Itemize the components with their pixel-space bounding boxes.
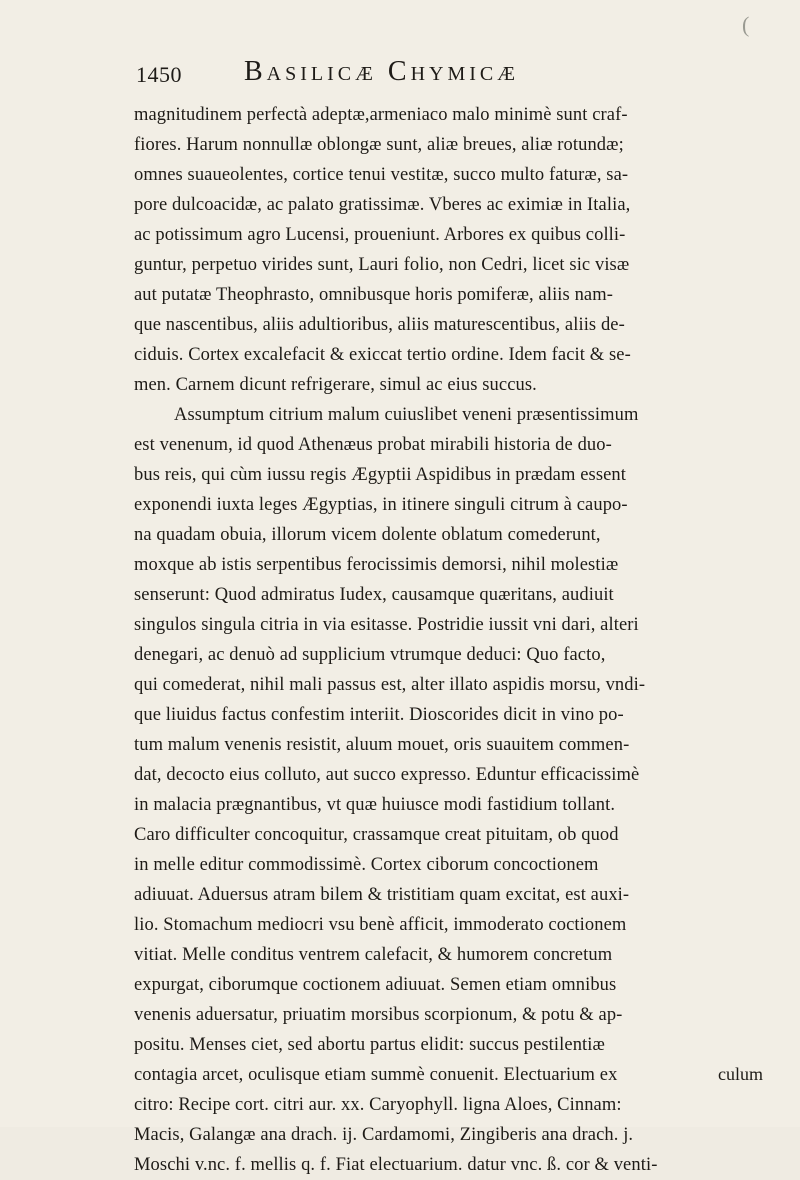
text-line: Assumptum citrium malum cuiuslibet veneni præsentissimum <box>174 405 639 425</box>
text-line: guntur, perpetuo virides sunt, Lauri folio, non Cedri, licet sic visæ <box>134 255 630 275</box>
text-line: pore dulcoacidæ, ac palato gratissimæ. Vberes ac eximiæ in Italia, <box>134 195 631 215</box>
text-line: men. Carnem dicunt refrigerare, simul ac eius succus. <box>134 375 537 395</box>
text-line: Caro difficulter concoquitur, crassamque creat pituitam, ob quod <box>134 825 619 845</box>
page-header <box>136 56 776 92</box>
text-line: singulos singula citria in via esitasse. Postridie iussit vni dari, alteri <box>134 615 639 635</box>
text-line: denegari, ac denuò ad supplicium vtrumque deduci: Quo facto, <box>134 645 606 665</box>
text-line: vitiat. Melle conditus ventrem calefacit, & humorem concretum <box>134 945 613 965</box>
text-line: exponendi iuxta leges Ægyptias, in itinere singuli citrum à caupo- <box>134 495 628 515</box>
text-line: in melle editur commodissimè. Cortex ciborum concoctionem <box>134 855 599 875</box>
text-line: est venenum, id quod Athenæus probat mirabili historia de duo- <box>134 435 612 455</box>
text-line: ciduis. Cortex excalefacit & exiccat tertio ordine. Idem facit & se- <box>134 345 631 365</box>
text-line: Moschi v.nc. f. mellis q. f. Fiat electuarium. datur vnc. ß. cor & venti- <box>134 1155 658 1175</box>
text-line: lio. Stomachum mediocri vsu benè afficit, immoderato coctionem <box>134 915 627 935</box>
running-head: Basilicæ Chymicæ <box>244 56 520 87</box>
text-line: positu. Menses ciet, sed abortu partus elidit: succus pestilentiæ <box>134 1035 605 1055</box>
text-line: aut putatæ Theophrasto, omnibusque horis pomiferæ, aliis nam- <box>134 285 613 305</box>
text-line: tum malum venenis resistit, aluum mouet, oris suauitem commen- <box>134 735 630 755</box>
text-line: moxque ab istis serpentibus ferocissimis demorsi, nihil molestiæ <box>134 555 619 575</box>
page-number: 1450 <box>136 62 182 87</box>
text-line: adiuuat. Aduersus atram bilem & tristitiam quam excitat, est auxi- <box>134 885 630 905</box>
text-line: citro: Recipe cort. citri aur. xx. Caryophyll. ligna Aloes, Cinnam: <box>134 1095 622 1115</box>
text-line: ac potissimum agro Lucensi, proueniunt. Arbores ex quibus colli- <box>134 225 626 245</box>
text-line: venenis aduersatur, priuatim morsibus scorpionum, & potu & ap- <box>134 1005 623 1025</box>
text-line: senserunt: Quod admiratus Iudex, causamque quæritans, audiuit <box>134 585 614 605</box>
text-line: que nascentibus, aliis adultioribus, aliis maturescentibus, aliis de- <box>134 315 625 335</box>
text-line: magnitudinem perfectà adeptæ,armeniaco malo minimè sunt craf- <box>134 105 628 125</box>
text-line: omnes suaueolentes, cortice tenui vestitæ, succo multo faturæ, sa- <box>134 165 629 185</box>
text-line: na quadam obuia, illorum vicem dolente oblatum comederunt, <box>134 525 601 545</box>
text-line: Macis, Galangæ ana drach. ij. Cardamomi, Zingiberis ana drach. j. <box>134 1125 634 1145</box>
text-line: contagia arcet, oculisque etiam summè conuenit. Electuarium ex <box>134 1065 618 1085</box>
body-text <box>134 100 776 1180</box>
text-line: fiores. Harum nonnullæ oblongæ sunt, aliæ breues, aliæ rotundæ; <box>134 135 624 155</box>
text-line: dat, decocto eius colluto, aut succo expresso. Eduntur efficacissimè <box>134 765 640 785</box>
corner-mark: ( <box>742 12 750 37</box>
text-line: in malacia prægnantibus, vt quæ huiusce modi fastidium tollant. <box>134 795 616 815</box>
text-line: qui comederat, nihil mali passus est, alter illato aspidis morsu, vndi- <box>134 675 646 695</box>
text-line: expurgat, ciborumque coctionem adiuuat. Semen etiam omnibus <box>134 975 617 995</box>
text-line: bus reis, qui cùm iussu regis Ægyptii Aspidibus in prædam essent <box>134 465 627 485</box>
catchword: culum <box>718 1064 763 1084</box>
text-line: que liuidus factus confestim interiit. Dioscorides dicit in vino po- <box>134 705 624 725</box>
